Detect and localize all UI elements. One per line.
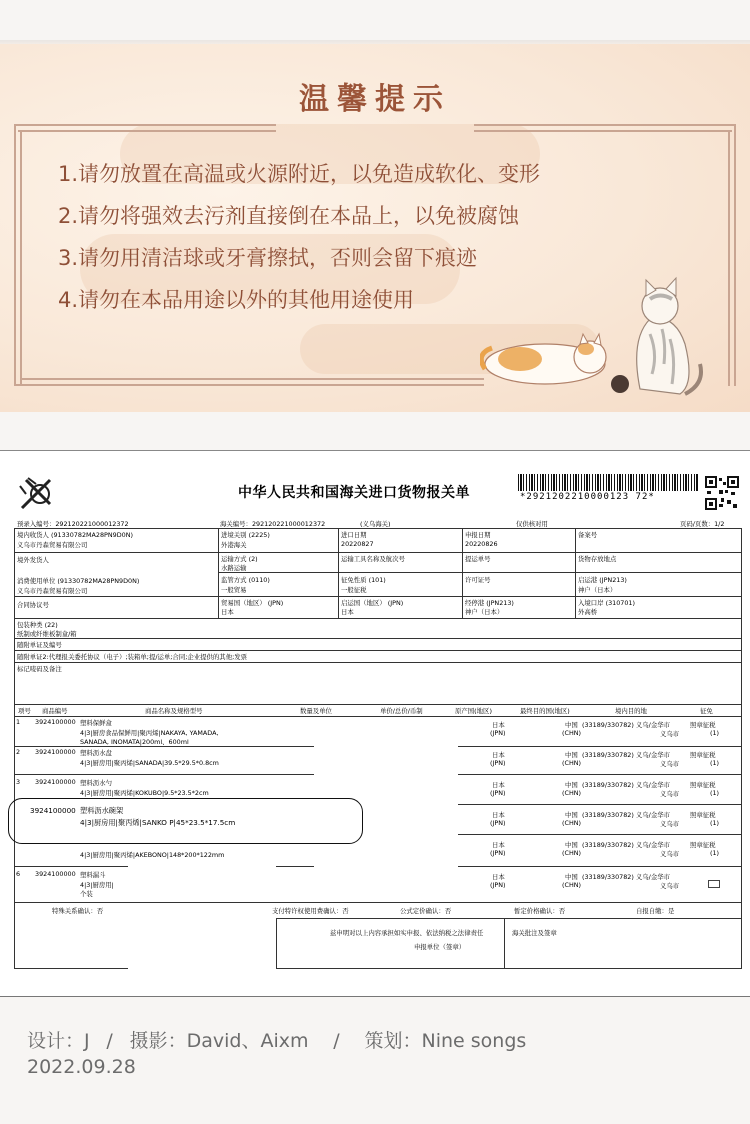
- grid-line: [458, 774, 741, 775]
- header-dest: 最终目的国(地区): [520, 707, 570, 715]
- credit-separator: /: [106, 1030, 113, 1052]
- grid-line: [276, 968, 742, 969]
- origin-country: 日本: [341, 608, 354, 616]
- supervision-label: 监管方式 (0110): [221, 576, 270, 584]
- row-name: 塑料沥水勺: [80, 779, 112, 787]
- row-no: 2: [16, 748, 21, 756]
- redaction-mask: [128, 862, 276, 968]
- grid-line: [14, 662, 742, 663]
- declarant-seal: 申报单位（签章）: [414, 943, 466, 951]
- row-domestic: (33189/330782) 义乌/金华市: [582, 841, 671, 849]
- supervision: 一般贸易: [221, 586, 247, 594]
- entry-place-label: 入境口岸 (310701): [578, 599, 635, 607]
- row-levy-code: (1): [710, 789, 720, 797]
- user-label: 消费使用单位 (91330782MA28PN9D0N): [17, 577, 140, 585]
- row-dest-code: (CHN): [562, 729, 582, 737]
- row-levy: 照章征税: [690, 781, 716, 789]
- row-spec: 4|3|厨房食品保鲜用|聚丙烯|NAKAYA, YAMADA,: [80, 729, 219, 737]
- row-dest: 中国: [565, 841, 578, 849]
- row-origin-code: (JPN): [490, 819, 506, 827]
- grid-line: [14, 704, 742, 705]
- row-dest-code: (CHN): [562, 759, 582, 767]
- header-domestic: 境内目的地: [615, 707, 647, 715]
- row-spec-2: SANADA, INOMATA|200ml、600ml: [80, 738, 189, 746]
- storage-label: 货物存放地点: [578, 555, 617, 563]
- frame-line: [14, 124, 276, 126]
- row-levy-code: (1): [710, 759, 720, 767]
- header-code: 商品编号: [42, 707, 68, 715]
- self-pay: 自报自缴：是: [636, 907, 675, 915]
- checkbox: [708, 880, 720, 888]
- grid-line: [14, 746, 314, 747]
- row-spec: 4|3|厨房用|聚丙烯|SANADA|39.5*29.5*0.8cm: [80, 759, 219, 767]
- frame-line: [734, 124, 736, 386]
- row-code: 3924100000: [35, 718, 76, 726]
- row-no: 1: [16, 718, 21, 726]
- tip-item-2: 2.请勿将强效去污剂直接倒在本品上，以免被腐蚀: [58, 204, 520, 228]
- special-relation: 特殊关系确认：否: [52, 907, 104, 915]
- departure: 神户（日本）: [578, 586, 617, 594]
- row-levy: 照章征税: [690, 751, 716, 759]
- credit-date: 2022.09.28: [27, 1056, 136, 1078]
- vessel-label: 运输工具名称及航次号: [341, 555, 405, 563]
- grid-line: [14, 638, 742, 639]
- license-label: 许可证号: [465, 576, 491, 584]
- highlight-oval: [8, 798, 363, 844]
- header-no: 项号: [18, 707, 31, 715]
- declare-date-label: 申报日期: [465, 531, 491, 539]
- row-dest: 中国: [565, 811, 578, 819]
- grid-line: [14, 716, 742, 717]
- row-no: 6: [16, 870, 21, 878]
- row-name: 塑料保鲜盒: [80, 719, 112, 727]
- import-date: 20220827: [341, 540, 374, 548]
- trade-country: 日本: [221, 608, 234, 616]
- grid-line: [14, 650, 742, 651]
- row-domestic-2: 义乌市: [660, 730, 680, 738]
- grid-line: [276, 918, 277, 968]
- row-dest: 中国: [565, 751, 578, 759]
- row-origin-code: (JPN): [490, 789, 506, 797]
- row-dest-code: (CHN): [562, 849, 582, 857]
- origin-country-label: 启运国（地区） (JPN): [341, 599, 404, 607]
- grid-line: [276, 918, 742, 919]
- cats-illustration: [480, 244, 710, 404]
- customs-remarks: 海关批注及签章: [512, 929, 557, 937]
- barcode-text: *2921202210000123 72*: [520, 492, 655, 502]
- header-name: 商品名称及规格型号: [145, 707, 203, 715]
- stop-port-label: 经停港 (JPN213): [465, 599, 514, 607]
- customs-emblem-icon: [16, 474, 56, 514]
- page-info: 页码/页数：1/2: [680, 520, 725, 528]
- row-dest: 中国: [565, 873, 578, 881]
- user-name: 义乌市丹森贸易有限公司: [17, 587, 88, 595]
- row-levy-code: (1): [710, 729, 720, 737]
- row-no: 3: [16, 778, 21, 786]
- grid-line: [218, 572, 742, 573]
- row-origin-code: (JPN): [490, 881, 506, 889]
- grid-line: [458, 834, 741, 835]
- bill-label: 提运单号: [465, 555, 491, 563]
- grid-line: [14, 552, 742, 553]
- grid-line: [14, 618, 742, 619]
- row-origin: 日本: [492, 873, 505, 881]
- credits: [27, 1026, 526, 1053]
- entry-port-label: 进境关别 (2225): [221, 531, 270, 539]
- barcode: [518, 474, 698, 491]
- separator: [0, 412, 750, 450]
- row-dest-code: (CHN): [562, 819, 582, 827]
- row-domestic: (33189/330782) 义乌/金华市: [582, 721, 671, 729]
- grid-line: [14, 902, 742, 903]
- consignee-label: 境内收货人 (91330782MA28PN9D0N): [17, 531, 133, 539]
- row-domestic-2: 义乌市: [660, 850, 680, 858]
- row-levy: 照章征税: [690, 811, 716, 819]
- tip-item-4: 4.请勿在本品用途以外的其他用途使用: [58, 288, 415, 312]
- row-domestic: (33189/330782) 义乌/金华市: [582, 781, 671, 789]
- consignee-name: 义乌市丹森贸易有限公司: [17, 541, 88, 549]
- frame-line: [18, 130, 276, 132]
- credit-design: 设计：J: [27, 1030, 90, 1052]
- tip-item-3: 3.请勿用清洁球或牙膏擦拭，否则会留下痕迹: [58, 246, 478, 270]
- credit-separator: /: [333, 1030, 340, 1052]
- frame-line: [20, 130, 22, 386]
- row-dest: 中国: [565, 721, 578, 729]
- row-dest-code: (CHN): [562, 881, 582, 889]
- credit-plan: 策划：Nine songs: [364, 1030, 527, 1052]
- row-origin: 日本: [492, 811, 505, 819]
- row-domestic-2: 义乌市: [660, 790, 680, 798]
- row-dest: 中国: [565, 781, 578, 789]
- row-spec: 4|3|厨房用|: [80, 881, 114, 889]
- document-title: 中华人民共和国海关进口货物报关单: [238, 485, 470, 501]
- row-name: 塑料沥水盘: [80, 749, 112, 757]
- row-levy: 照章征税: [690, 721, 716, 729]
- row-name: 塑料漏斗: [80, 871, 106, 879]
- docs: 随附单证2:代理报关委托协议（电子）;装箱单;提/运单;合同;企业提供的其他;发票: [17, 653, 248, 661]
- package: 纸制或纤维板制盒/箱: [17, 630, 77, 638]
- row-code: 3924100000: [35, 778, 76, 786]
- row-spec-2: 个装: [80, 890, 93, 898]
- grid-line: [458, 866, 741, 867]
- frame-line: [474, 130, 732, 132]
- departure-label: 启运港 (JPN213): [578, 576, 627, 584]
- credit-photo: 摄影：David、Aixm: [129, 1030, 309, 1052]
- row-levy-code: (1): [710, 849, 720, 857]
- grid-line: [458, 804, 741, 805]
- pre-entry-number: 预录入编号：292120221000012372: [17, 520, 129, 528]
- header-origin: 原产国(地区): [455, 707, 492, 715]
- grid-line: [338, 528, 339, 618]
- grid-line: [14, 968, 128, 969]
- header-price: 单价/总价/币制: [380, 707, 423, 715]
- marks-label: 标记唛码及备注: [17, 665, 62, 673]
- transport: 水路运输: [221, 564, 247, 572]
- grid-line: [14, 774, 314, 775]
- entry-port: 外港海关: [221, 541, 247, 549]
- record-no-label: 备案号: [578, 531, 598, 539]
- temp-price: 暂定价格确认：否: [514, 907, 566, 915]
- frame-line: [474, 124, 736, 126]
- row-domestic-2: 义乌市: [660, 820, 680, 828]
- row-domestic-2: 义乌市: [660, 760, 680, 768]
- row-spec: 4|3|厨房用|聚丙烯|AKEBONO|148*200*122mm: [80, 851, 225, 859]
- row-origin-code: (JPN): [490, 849, 506, 857]
- row-origin-code: (JPN): [490, 759, 506, 767]
- levy: 一般征税: [341, 586, 367, 594]
- row-levy: 照章征税: [690, 841, 716, 849]
- grid-line: [218, 528, 219, 618]
- top-strip: [0, 0, 750, 42]
- row-code: 3924100000: [35, 748, 76, 756]
- row-domestic-2: 义乌市: [660, 882, 680, 890]
- frame-line: [728, 130, 730, 386]
- declaration-text: 兹申明对以上内容承担如实申报、依法纳税之法律责任: [330, 929, 484, 937]
- stop-port: 神户（日本）: [465, 608, 504, 616]
- header-levy: 征免: [700, 707, 713, 715]
- row-code: 3924100000: [35, 870, 76, 878]
- trade-country-label: 贸易国（地区） (JPN): [221, 599, 284, 607]
- docs-label: 随附单证及编号: [17, 641, 62, 649]
- tip-item-1: 1.请勿放置在高温或火源附近，以免造成软化、变形: [58, 162, 541, 186]
- frame-line: [14, 124, 16, 386]
- declare-date: 20220826: [465, 540, 498, 548]
- tips-panel: [0, 44, 750, 412]
- row-origin: 日本: [492, 841, 505, 849]
- verify-note: 仅供核对用: [516, 520, 548, 528]
- overseas-label: 境外发货人: [17, 556, 49, 564]
- contract-label: 合同协议号: [17, 601, 49, 609]
- row-spec: 4|3|厨房用|聚丙烯|SANKO P|45*23.5*17.5cm: [80, 818, 236, 827]
- row-origin: 日本: [492, 751, 505, 759]
- row-origin-code: (JPN): [490, 729, 506, 737]
- tips-title: 温馨提示: [299, 82, 451, 117]
- customs-name: (义乌海关): [360, 520, 391, 528]
- grid-line: [14, 528, 742, 529]
- header-qty: 数量及单位: [300, 707, 332, 715]
- row-levy-code: (1): [710, 819, 720, 827]
- frame-line: [14, 384, 484, 386]
- grid-line: [458, 746, 741, 747]
- formula-price: 公式定价确认：否: [400, 907, 452, 915]
- grid-line: [504, 918, 505, 968]
- grid-line: [575, 528, 576, 618]
- row-code: 3924100000: [30, 806, 76, 815]
- package-label: 包装种类 (22): [17, 621, 58, 629]
- transport-label: 运输方式 (2): [221, 555, 258, 563]
- row-dest-code: (CHN): [562, 789, 582, 797]
- row-spec: 4|3|厨房用|聚丙烯|KOKUBO|9.5*23.5*2cm: [80, 789, 209, 797]
- entry-place: 外高桥: [578, 608, 598, 616]
- row-origin: 日本: [492, 721, 505, 729]
- frame-line: [20, 378, 484, 380]
- qr-code-icon: [705, 476, 739, 510]
- customs-number: 海关编号：292120221000012372: [220, 520, 326, 528]
- grid-line: [462, 528, 463, 618]
- row-domestic: (33189/330782) 义乌/金华市: [582, 811, 671, 819]
- row-domestic: (33189/330782) 义乌/金华市: [582, 873, 671, 881]
- royalty: 支付特许权使用费确认：否: [272, 907, 349, 915]
- row-name: 塑料沥水碗架: [80, 806, 124, 815]
- row-origin: 日本: [492, 781, 505, 789]
- import-date-label: 进口日期: [341, 531, 367, 539]
- grid-line: [14, 596, 742, 597]
- levy-label: 征免性质 (101): [341, 576, 386, 584]
- row-domestic: (33189/330782) 义乌/金华市: [582, 751, 671, 759]
